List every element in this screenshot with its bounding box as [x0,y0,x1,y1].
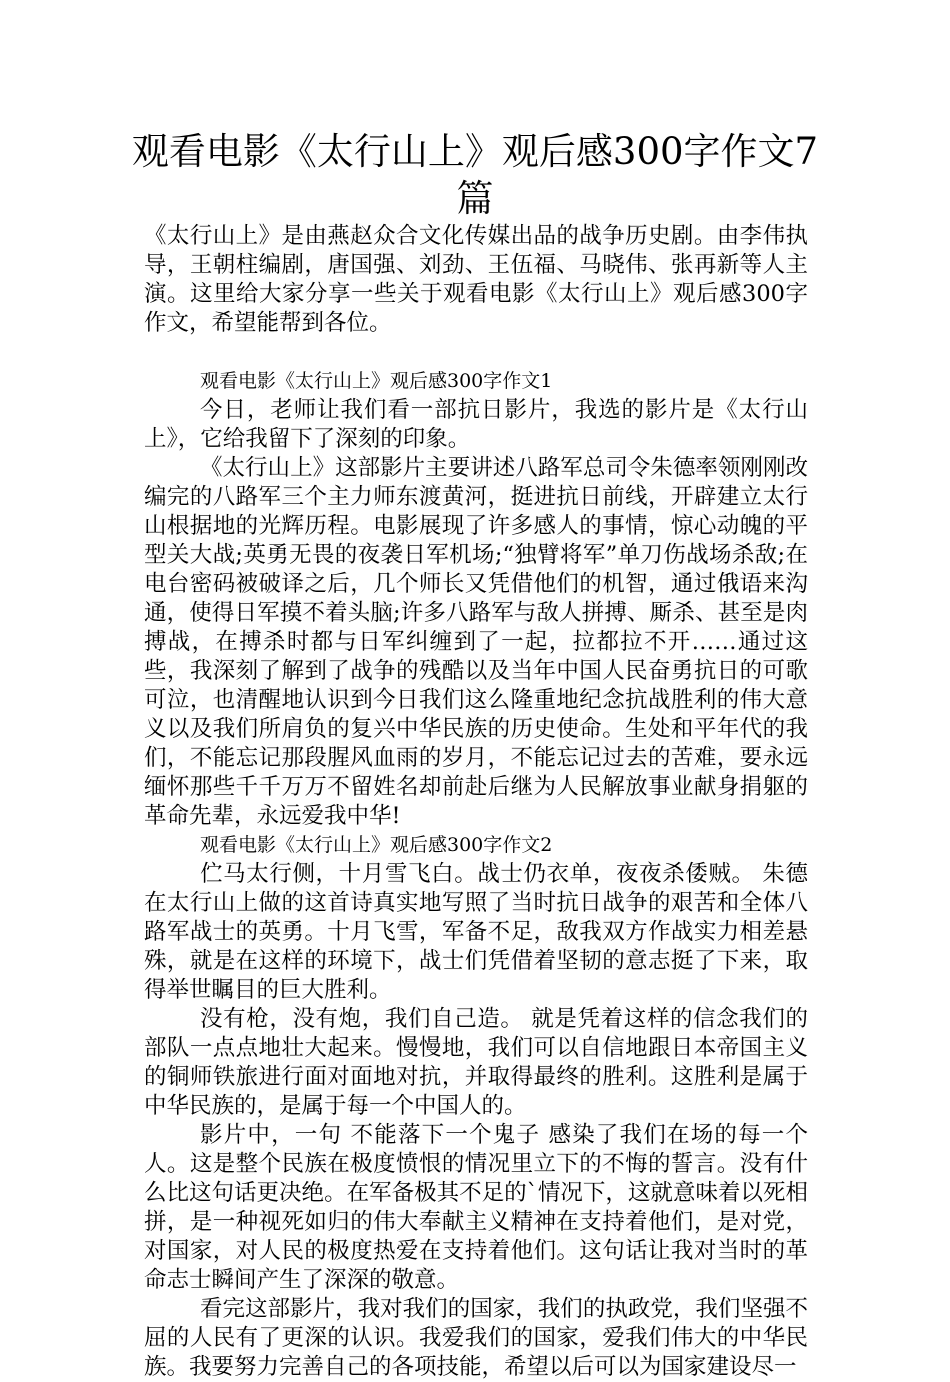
document-body [144,222,808,1382]
section-heading-1: 观看电影《太行山上》观后感300字作文1 [200,370,553,392]
section-1-paragraph-2: 《太行山上》这部影片主要讲述八路军总司令朱德率领刚刚改编完的八路军三个主力师东渡黄河，挺进抗日前线，开辟建立太行山根据地的光辉历程。电影展现了许多感人的事情，惊心动魄的平型关大战;英勇无畏的夜袭日军机场;“独臂将军”单刀伤战场杀敌;在电台密码被破译之后，几个师长又凭借他们的机智，通过俄语来沟通，使得日军摸不着头脑;许多八路军与敌人拼搏、厮杀、甚至是肉搏战，在搏杀时都与日军纠缠到了一起，拉都拉不开……通过这些，我深刻了解到了战争的残酷以及当年中国人民奋勇抗日的可歌可泣，也清醒地认识到今日我们这么隆重地纪念抗战胜利的伟大意义以及我们所肩负的复兴中华民族的历史使命。生处和平年代的我们，不能忘记那段腥风血雨的岁月，不能忘记过去的苦难，要永远缅怀那些千千万万不留姓名却前赴后继为人民解放事业献身捐躯的革命先辈，永远爱我中华! [144,455,808,829]
paragraph-gap [144,338,808,367]
intro-paragraph: 《太行山上》是由燕赵众合文化传媒出品的战争历史剧。由李伟执导，王朝柱编剧，唐国强、刘劲、王伍福、马晓伟、张再新等人主演。这里给大家分享一些关于观看电影《太行山上》观后感300字作文，希望能帮到各位。 [144,223,808,336]
document-title: 观看电影《太行山上》观后感300字作文7篇 [131,130,819,220]
section-heading-2: 观看电影《太行山上》观后感300字作文2 [200,834,553,856]
section-2-paragraph-2: 没有枪，没有炮，我们自己造。 就是凭着这样的信念我们的部队一点点地壮大起来。慢慢地，我们可以自信地跟日本帝国主义的铜师铁旅进行面对面地对抗，并取得最终的胜利。这胜利是属于中华民族的，是属于每一个中国人的。 [144,1006,808,1119]
section-2-paragraph-4: 看完这部影片，我对我们的国家，我们的执政党，我们坚强不屈的人民有了更深的认识。我爱我们的国家，爱我们伟大的中华民族。我要努力完善自己的各项技能，希望以后可以为国家建设尽一 [144,1296,808,1380]
section-2-paragraph-3: 影片中，一句 不能落下一个鬼子 感染了我们在场的每一个人。这是整个民族在极度愤恨的情况里立下的不悔的誓言。没有什么比这句话更决绝。在军备极其不足的`情况下，这就意味着以死相拼，是一种视死如归的伟大奉献主义精神在支持着他们，是对党，对国家，对人民的极度热爱在支持着他们。这句话让我对当时的革命志士瞬间产生了深深的敬意。 [144,1122,808,1293]
section-1-paragraph-1: 今日，老师让我们看一部抗日影片，我选的影片是《太行山上》，它给我留下了深刻的印象。 [144,397,808,452]
section-2-paragraph-1: 伫马太行侧，十月雪飞白。战士仍衣单，夜夜杀倭贼。 朱德在太行山上做的这首诗真实地写照了当时抗日战争的艰苦和全体八路军战士的英勇。十月飞雪，军备不足，敌我双方作战实力相差悬殊，就是在这样的环境下，战士们凭借着坚韧的意志挺了下来，取得举世瞩目的巨大胜利。 [144,861,808,1003]
